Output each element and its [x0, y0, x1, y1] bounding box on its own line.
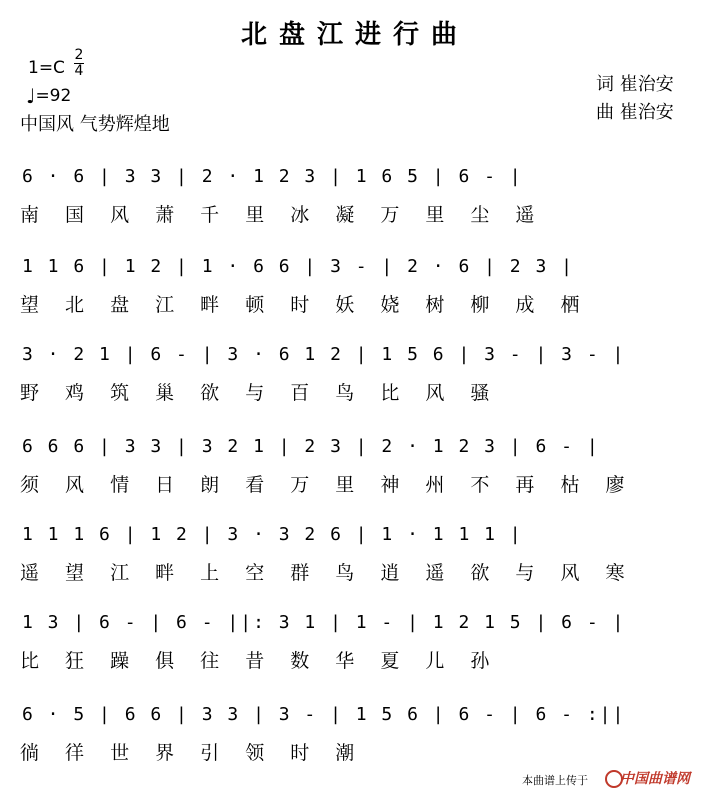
brand-name: 中国曲谱网	[620, 771, 690, 787]
notation-row: 1 1 6 | 1 2 | 1 · 6 6 | 3 - | 2 · 6 | 2 3 |	[22, 256, 574, 277]
time-signature	[74, 48, 84, 79]
notation-row: 6 · 5 | 6 6 | 3 3 | 3 - | 1 5 6 | 6 - | 6 - :||	[22, 704, 626, 725]
notation-row: 1 3 | 6 - | 6 - ||: 3 1 | 1 - | 1 2 1 5 | 6 - |	[22, 612, 626, 633]
notation-row: 6 · 6 | 3 3 | 2 · 1 2 3 | 1 6 5 | 6 - |	[22, 166, 523, 187]
page-title: 北盘江进行曲	[240, 20, 469, 50]
time-sig-bottom: 4	[74, 63, 84, 79]
quarter-note-icon: ♩	[26, 84, 36, 108]
footer-text: 本曲谱上传于	[522, 774, 588, 787]
tempo-value: =92	[35, 86, 72, 106]
notation-row: 6 6 6 | 3 3 | 3 2 1 | 2 3 | 2 · 1 2 3 | 6 - |	[22, 436, 600, 457]
style-marking: 中国风 气势辉煌地	[20, 114, 170, 135]
lyric-row: 遥 望 江 畔 上 空 群 鸟 逍 遥 欲 与 风 寒	[20, 562, 635, 584]
composer: 曲 崔治安	[596, 102, 674, 123]
key-signature: 1=C	[28, 58, 65, 78]
lyric-row: 野 鸡 筑 巢 欲 与 百 鸟 比 风 骚	[20, 382, 500, 404]
time-sig-top: 2	[74, 47, 84, 63]
lyric-row: 望 北 盘 江 畔 顿 时 妖 娆 树 柳 成 栖	[20, 294, 590, 316]
lyric-row: 南 国 风 萧 千 里 冰 凝 万 里 尘 遥	[20, 204, 545, 226]
lyric-row: 须 风 情 日 朗 看 万 里 神 州 不 再 枯 廖	[20, 474, 635, 496]
notation-row: 3 · 2 1 | 6 - | 3 · 6 1 2 | 1 5 6 | 3 - | 3 - |	[22, 344, 626, 365]
notation-row: 1 1 1 6 | 1 2 | 3 · 3 2 6 | 1 · 1 1 1 |	[22, 524, 523, 545]
lyric-row: 徜 徉 世 界 引 领 时 潮	[20, 742, 365, 764]
tempo	[26, 84, 71, 108]
lyric-row: 比 狂 躁 俱 往 昔 数 华 夏 儿 孙	[20, 650, 500, 672]
lyricist: 词 崔治安	[596, 74, 674, 95]
